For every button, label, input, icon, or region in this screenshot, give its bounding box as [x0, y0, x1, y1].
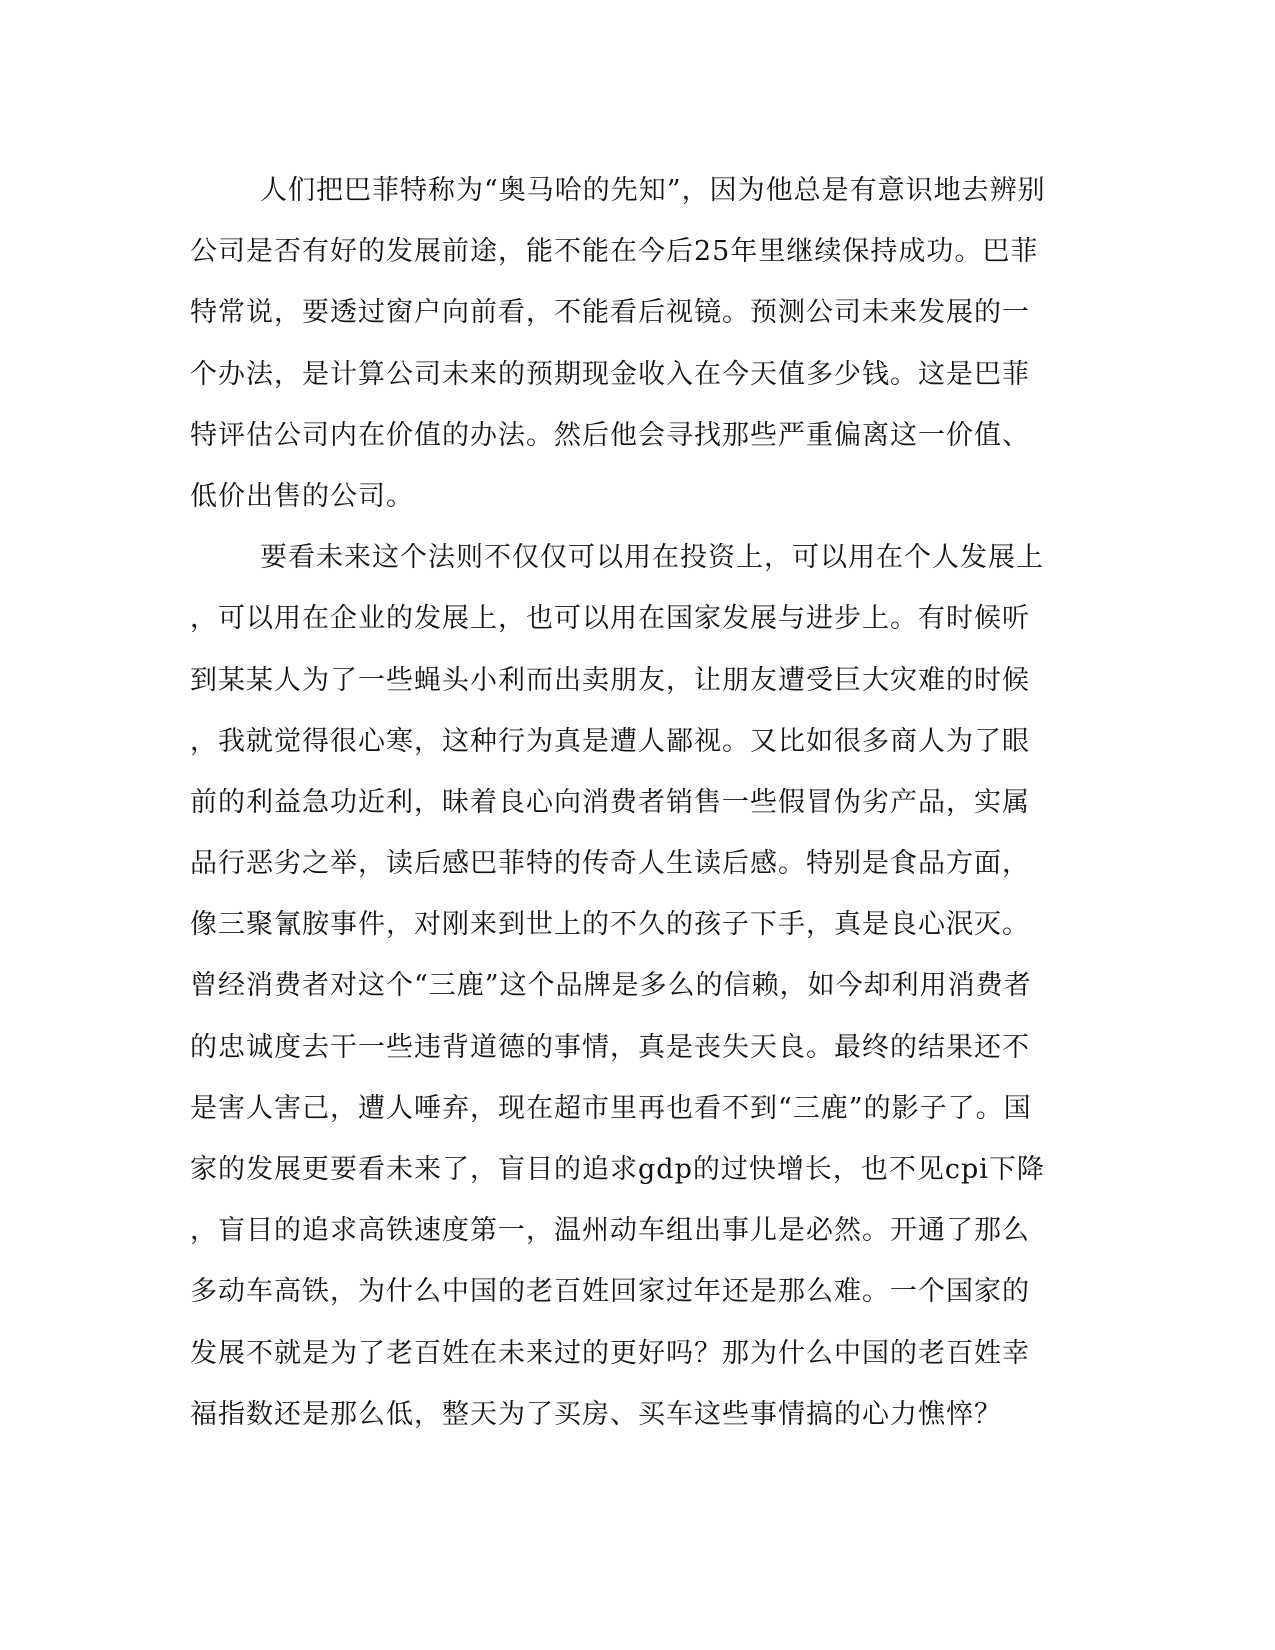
- text-line: ，可以用在企业的发展上，也可以用在国家发展与进步上。有时候听: [190, 603, 1030, 635]
- text-line: 到某某人为了一些蝇头小利而出卖朋友，让朋友遭受巨大灾难的时候: [190, 664, 1030, 696]
- paragraph-1: [190, 160, 1080, 527]
- text-line: 人们把巴菲特称为“奥马哈的先知”，因为他总是有意识地去辨别: [260, 175, 1046, 206]
- text-line: 多动车高铁，为什么中国的老百姓回家过年还是那么难。一个国家的: [190, 1276, 1030, 1308]
- text-line: 福指数还是那么低，整天为了买房、买车这些事情搞的心力憔悴？: [190, 1398, 1002, 1430]
- text-line: 品行恶劣之举，读后感巴菲特的传奇人生读后感。特别是食品方面，: [190, 848, 1030, 880]
- paragraph-2: [190, 527, 1080, 1445]
- text-line: ，盲目的追求高铁速度第一，温州动车组出事儿是必然。开通了那么: [190, 1215, 1030, 1247]
- text-line: 要看未来这个法则不仅仅可以用在投资上，可以用在个人发展上: [260, 542, 1044, 574]
- text-line: ，我就觉得很心寒，这种行为真是遭人鄙视。又比如很多商人为了眼: [190, 725, 1030, 757]
- text-line: 特评估公司内在价值的办法。然后他会寻找那些严重偏离这一价值、: [190, 419, 1030, 451]
- text-line: 的忠诚度去干一些违背道德的事情，真是丧失天良。最终的结果还不: [190, 1031, 1030, 1063]
- text-line: 发展不就是为了老百姓在未来过的更好吗？那为什么中国的老百姓幸: [190, 1337, 1030, 1369]
- text-line: 特常说，要透过窗户向前看，不能看后视镜。预测公司未来发展的一: [190, 297, 1030, 329]
- text-line: 公司是否有好的发展前途，能不能在今后25年里继续保持成功。巴菲: [190, 236, 1039, 268]
- text-line: 家的发展更要看未来了，盲目的追求gdp的过快增长，也不见cpi下降: [190, 1154, 1045, 1185]
- text-line: 像三聚氰胺事件，对刚来到世上的不久的孩子下手，真是良心泯灭。: [190, 909, 1030, 941]
- text-line: 曾经消费者对这个“三鹿”这个品牌是多么的信赖，如今却利用消费者: [190, 970, 1032, 1002]
- text-line: 前的利益急功近利，昧着良心向消费者销售一些假冒伪劣产品，实属: [190, 786, 1030, 818]
- text-line: 低价出售的公司。: [190, 480, 414, 512]
- text-line: 是害人害己，遭人唾弃，现在超市里再也看不到“三鹿”的影子了。国: [190, 1092, 1032, 1124]
- document-body: [190, 160, 1080, 1445]
- text-line: 个办法，是计算公司未来的预期现金收入在今天值多少钱。这是巴菲: [190, 358, 1030, 390]
